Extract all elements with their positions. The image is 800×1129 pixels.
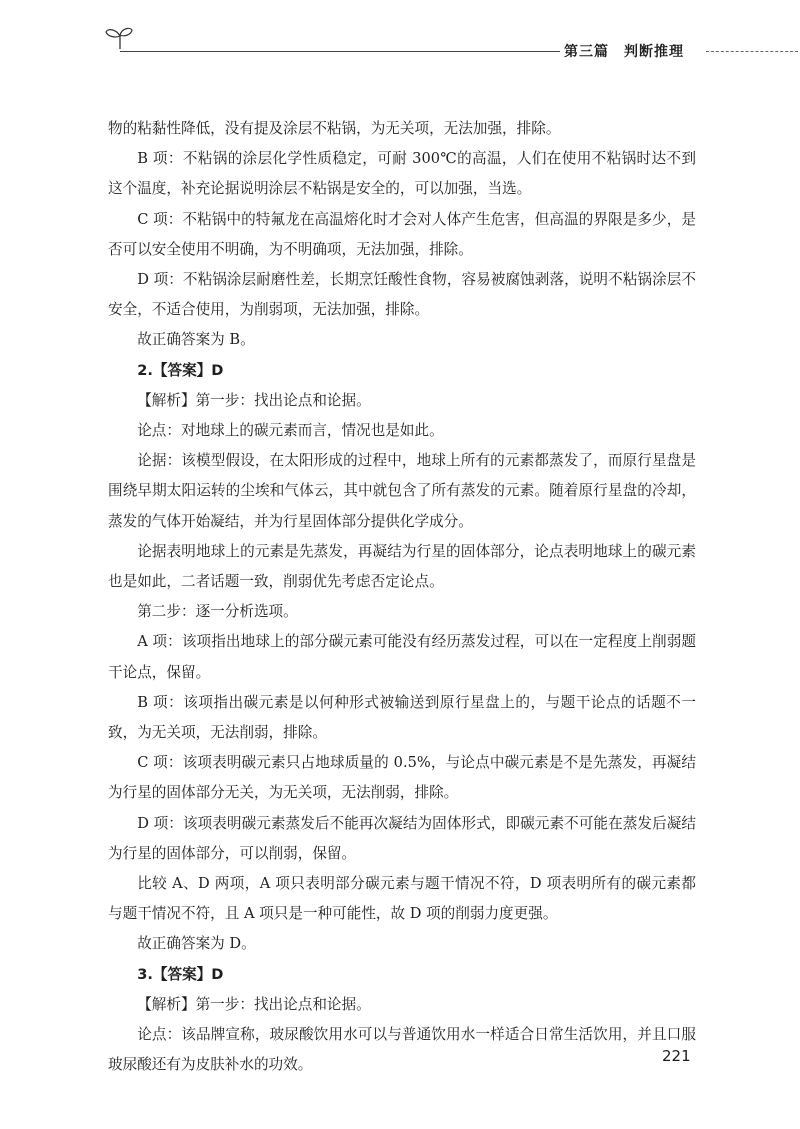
paragraph: B 项：该项指出碳元素是以何种形式被输送到原行星盘上的，与题干论点的话题不一致，为无关项，无法削弱，排除。 xyxy=(108,693,696,742)
paragraph: B 项：不粘锅的涂层化学性质稳定，可耐 300℃的高温，人们在使用不粘锅时达不到这个温度，补充论据说明涂层不粘锅是安全的，可以加强，当选。 xyxy=(108,150,696,198)
analysis-heading: 【解析】第一步：找出论点和论据。 xyxy=(137,995,371,1013)
paragraph: 物的粘黏性降低，没有提及涂层不粘锅，为无关项，无法加强，排除。 xyxy=(108,120,561,137)
header-rule-right xyxy=(706,51,798,52)
page-number: 221 xyxy=(662,1047,691,1065)
paragraph: 故正确答案为 B。 xyxy=(137,331,255,349)
paragraph: 论点：对地球上的碳元素而言，情况也是如此。 xyxy=(137,422,444,440)
page-header xyxy=(0,0,800,90)
paragraph: D 项：不粘锅涂层耐磨性差，长期烹饪酸性食物，容易被腐蚀剥落，说明不粘锅涂层不安全，不适合使用，为削弱项，无法加强，排除。 xyxy=(108,271,696,319)
paragraph: C 项：不粘锅中的特氟龙在高温熔化时才会对人体产生危害，但高温的界限是多少，是否可以安全使用不明确，为不明确项，无法加强，排除。 xyxy=(108,210,696,258)
chapter-title: 第三篇 判断推理 xyxy=(564,44,684,60)
paragraph: 论据：该模型假设，在太阳形成的过程中，地球上所有的元素都蒸发了，而原行星盘是围绕早期太阳运转的尘埃和气体云，其中就包含了所有蒸发的元素。随着原行星盘的冷却，蒸发的气体开始凝结，并为行星固体部分提供化学成分。 xyxy=(108,452,696,530)
header-rule-left xyxy=(120,51,560,52)
paragraph: 故正确答案为 D。 xyxy=(137,935,256,953)
body-text xyxy=(108,114,696,1081)
answer-heading: 3.【答案】D xyxy=(137,965,224,983)
sprout-icon xyxy=(104,26,134,50)
paragraph: A 项：该项指出地球上的部分碳元素可能没有经历蒸发过程，可以在一定程度上削弱题干论点，保留。 xyxy=(108,633,696,681)
paragraph: 第二步：逐一分析选项。 xyxy=(137,603,298,621)
paragraph: D 项：该项表明碳元素蒸发后不能再次凝结为固体形式，即碳元素不可能在蒸发后凝结为行星的固体部分，可以削弱，保留。 xyxy=(108,814,696,862)
paragraph: 论点：该品牌宣称，玻尿酸饮用水可以与普通饮用水一样适合日常生活饮用，并且口服玻尿酸还有为皮肤补水的功效。 xyxy=(108,1026,696,1074)
paragraph: 比较 A、D 两项，A 项只表明部分碳元素与题干情况不符，D 项表明所有的碳元素都与题干情况不符，且 A 项只是一种可能性，故 D 项的削弱力度更强。 xyxy=(108,875,696,923)
answer-heading: 2.【答案】D xyxy=(137,361,224,379)
analysis-heading: 【解析】第一步：找出论点和论据。 xyxy=(137,391,371,409)
paragraph: C 项：该项表明碳元素只占地球质量的 0.5%，与论点中碳元素是不是先蒸发，再凝结为行星的固体部分无关，为无关项，无法削弱，排除。 xyxy=(108,754,696,802)
paragraph: 论据表明地球上的元素是先蒸发，再凝结为行星的固体部分，论点表明地球上的碳元素也是如此，二者话题一致，削弱优先考虑否定论点。 xyxy=(108,542,696,591)
